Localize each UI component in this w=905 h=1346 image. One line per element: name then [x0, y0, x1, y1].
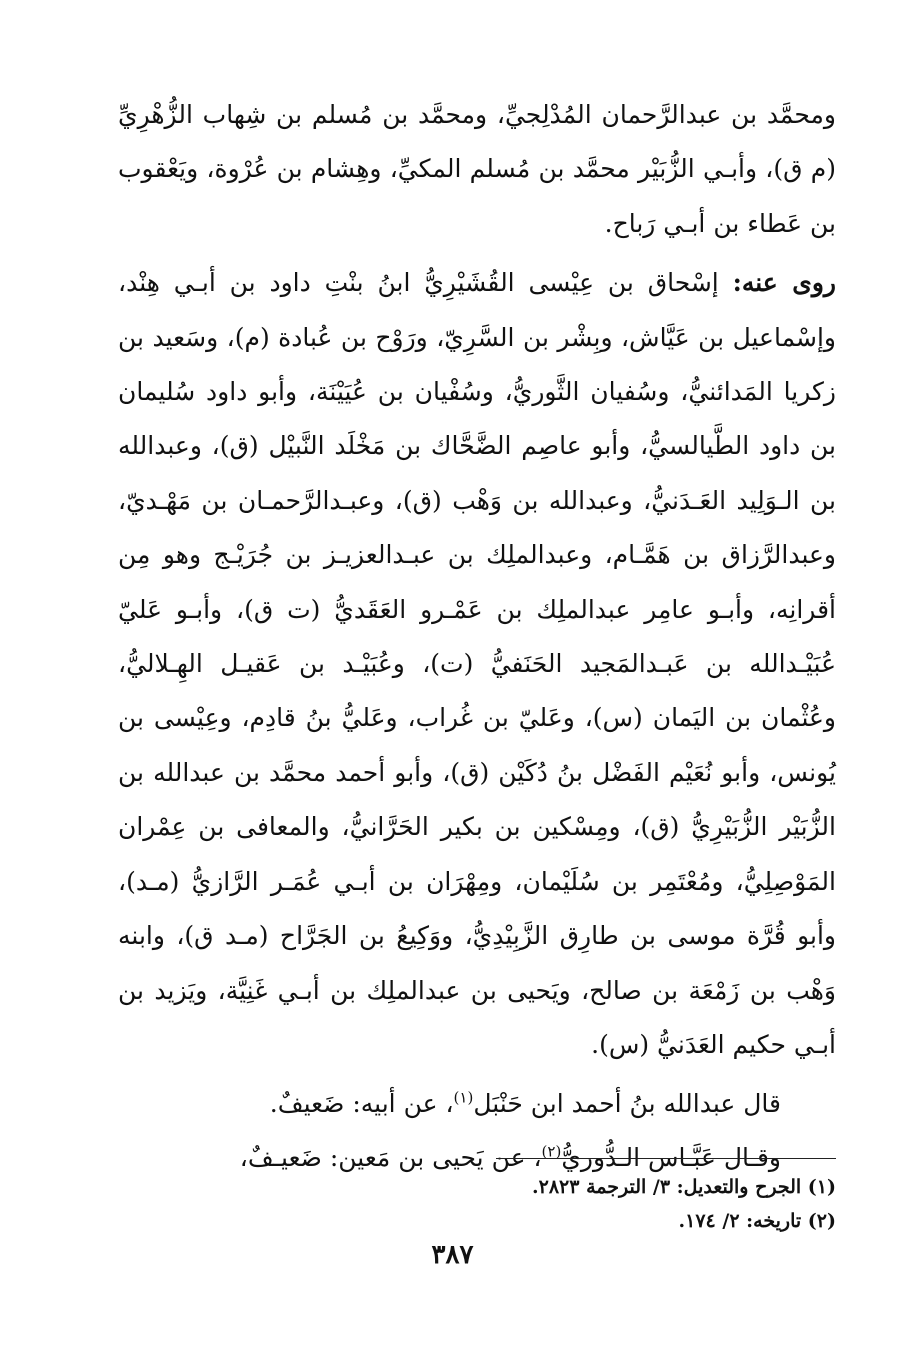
quote-abbas-verdict: ، عن يَحيى بن مَعين: ضَعيـفٌ، — [239, 1143, 542, 1173]
footnote-ref-1[interactable]: (١) — [453, 1088, 474, 1107]
quote-abbas-text: وقـال عَبَّـاس الـدُّوريُّ — [561, 1143, 781, 1173]
footnote-divider — [496, 1158, 836, 1159]
narrators-heading: روى عنه: — [732, 268, 837, 298]
footnote-1: (١) الجرح والتعديل: ٣/ الترجمة ٢٨٢٣. — [532, 1176, 836, 1198]
narrators-list: إسْحاق بن عِيْسى القُشَيْرِيُّ ابنُ بنْتِ داود بن أبـي هِنْد، وإسْماعيل بن عَيَّاش، وبِشْر بن السَّرِيّ، ورَوْح بن عُبادة (م)، وسَعيد بن زكريا المَدائنيُّ، وسُفيان الثَّوريُّ، وسُفْيان بن عُيَيْنَة، وأبو داود سُليمان بن داود الطَّيالسيُّ، وأبو عاصِم الضَّحَّاك بن مَخْلَد النَّبيْل (ق)، وعبدالله بن الـوَلِيد العَـدَنيُّ، وعبدالله بن وَهْب (ق)، وعبـدالرَّحمـان بن مَهْـديّ، وعبدالرَّزاق بن هَمَّـام، وعبدالملِك بن عبـدالعزيـز بن جُرَيْـج وهو مِن أقرانِه، وأبـو عامِر عبدالملِك بن عَمْـرو العَقَديُّ (ت ق)، وأبـو عَليّ عُبَيْـدالله بن عَبـدالمَجيد الحَنَفيُّ (ت)، وعُبَيْـد بن عَقيـل الهِـلاليُّ، وعُثْمان بن اليَمان (س)، وعَليّ بن غُراب، وعَليُّ بنُ قادِم، وعِيْسى بن يُونس، وأبو نُعَيْم الفَضْل بنُ دُكَيْن (ق)، وأبو أحمد محمَّد بن عبدالله بن الزُّبَيْر الزُّبَيْرِيُّ (ق)، ومِسْكين بن بكير الحَرَّانيُّ، والمعافى بن عِمْران المَوْصِلِيُّ، ومُعْتَمِر بن سُلَيْمان، ومِهْرَان بن أبـي عُمَـر الرَّازيُّ (مـد)، وأبو قُرَّة موسى بن طارِق الزَّبِيْدِيُّ، ووَكِيعُ بن الجَرَّاح (مـد ق)، وابنه وَهْب بن زَمْعَة بن صالح، ويَحيى بن عبدالملِك بن أبـي غَنِيَّة، ويَزيد بن أبـي حكيم العَدَنيُّ (س). — [118, 268, 836, 1059]
paragraph-narrators — [118, 256, 836, 1072]
page-number: ٣٨٧ — [431, 1240, 474, 1270]
quote-ahmad-text: قال عبدالله بنُ أحمد ابن حَنْبَل — [473, 1089, 781, 1119]
quote-ahmad-verdict: ، عن أبيه: ضَعيفٌ. — [269, 1089, 454, 1119]
page-body — [118, 88, 836, 1308]
footnote-ref-2[interactable]: (٢) — [541, 1142, 562, 1161]
quote-ahmad — [118, 1077, 836, 1131]
paragraph-teachers: ومحمَّد بن عبدالرَّحمان المُدْلِجيِّ، ومحمَّد بن مُسلم بن شِهاب الزُّهْرِيِّ (م ق)، وأبـي الزُّبَيْر محمَّد بن مُسلم المكيِّ، وهِشام بن عُرْوة، ويَعْقوب بن عَطاء بن أبـي رَباح. — [118, 100, 836, 238]
footnote-2: (٢) تاريخه: ٢/ ١٧٤. — [678, 1210, 836, 1232]
footnotes — [118, 1170, 836, 1238]
